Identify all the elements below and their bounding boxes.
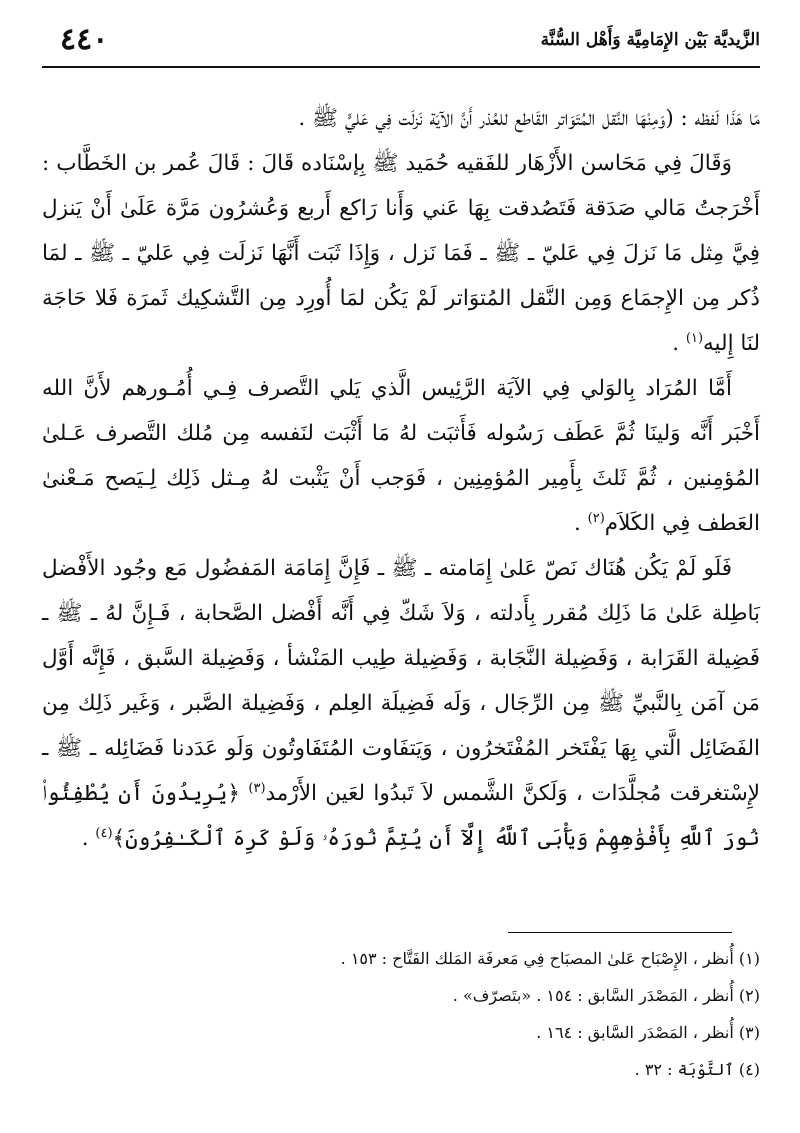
footnote-2: (٢) أُنظر ، المَصْدَر السَّابق : ١٥٤ . «بتَصرّف» .	[452, 986, 760, 1005]
footnote-separator	[508, 932, 732, 933]
page-number: ٤٤٠	[60, 22, 109, 57]
paragraph-4: فَلَو لَمْ يَكُن هُنَاك نَصّ عَلىٰ إِمَامته ـ ﷺ ـ فَإِنَّ إِمَامَة المَفضُول مَع وجُود الأَفْضل بَاطِلة عَلىٰ مَا ذَلِك مُقرر بِأَدلته ، وَلاَ شَكّ فِي أَنَّه أَفْضل الصَّحابة ، فَـإِنَّ لهُ ـ ﷺ ـ فَضِيلة القَرَابة ، وَفَضِيلة النَّجَابة ، وَفَضِيلة طِيب المَنْشأ ، وَفَضِيلة السَّبق ، فَإِنَّه أَوَّل مَن آمَن بِالنَّبيِّ ﷺ مِن الرِّجَال ، وَلَه فَضِيلَة العِلم ، وَفَضِيلة الصَّبر ، وَغَير ذَلِك مِن الفَضَائِل الَّتي بِهَا يَفْتَخر المُفْتَخرُون ، وَيَتفَاوت المُتَفَاوتُون وَلَو عَدَدنا فَضَائِله ـ ﷺ ـ لإِسْتغرقت مُجلَّدَات ، وَلَكنَّ الشَّمس لاَ تَبدُوا لعَين الأَرْمد$^{(٣)}$ ﴿يُرِيدُونَ أَن يُطْفِئُوا۟ نُورَ ٱللَّهِ بِأَفْوَٰهِهِمْ وَيَأْبَى ٱللَّهُ إِلَّآ أَن يُتِمَّ نُورَهُۥ وَلَوْ كَرِهَ ٱلْكَـٰفِرُونَ﴾$^{(٤)}$ .	[42, 556, 760, 851]
footnote-3: (٣) أُنظر ، المَصْدَر السَّابق : ١٦٤ .	[536, 1023, 760, 1042]
footnotes	[42, 940, 760, 1088]
footnote-ref-2[interactable]: (٢)	[587, 510, 605, 526]
page-header	[42, 22, 760, 66]
quran-verse: ﴿يُرِيدُونَ أَن يُطْفِئُوا۟ نُورَ ٱللَّهِ بِأَفْوَٰهِهِمْ وَيَأْبَى ٱللَّهُ إِلَّآ أَن يُتِمَّ نُورَهُۥ وَلَوْ كَرِهَ ٱلْكَـٰفِرُونَ﴾	[42, 781, 760, 851]
footnote-ref-1[interactable]: (١)	[685, 330, 704, 346]
header-rule	[42, 66, 760, 68]
footnote-1: (١) أُنظر ، الإِصْبَاح عَلىٰ المصبَاح فِي مَعرفَة المَلك الفَتَّاح : ١٥٣ .	[340, 949, 760, 968]
paragraph-2: وَقَالَ فِي مَحَاسن الأَزْهَار للفَقيه حُمَيد ﷺ بِإسْنَاده قَالَ : قَالَ عُمر بن الخَطَّاب : أَخْرَجتُ مَالي صَدَقة فَتَصُدقت بِهَا عَني وَأَنا رَاكع أَربع وَعُشرُون مَرَّة عَلَىٰ أَنْ يَنزل فِيَّ مِثل مَا نَزلَ فِي عَليّ ـ ﷺ ـ فَمَا نَزل ، وَإِذَا ثَبَت أَنَّهَا نَزلَت فِي عَليّ ـ ﷺ ـ لمَا ذُكر مِن الإِجمَاع وَمِن النَّقل المُتوَاتر لَمْ يَكُن لمَا أُورِد مِن التَّشكِيك ثَمرَة فَلا حَاجَة لنَا إِليه$^{(١)}$ .	[42, 151, 760, 356]
running-title: الزَّيديَّة بَيْن الإِمَامِيَّة وَأَهْل السُّنَّة	[540, 30, 760, 50]
footnote-ref-4[interactable]: (٤)	[95, 825, 113, 841]
paragraph-1: مَا هَذَا لَفظه : (وَمِنْهَا النَّقل المُتَوَاتر القَاطع للعُذر أَنَّ الآيَة نَزلَت فِي عَليٍّ ﷺ .	[298, 106, 760, 131]
footnote-4: (٤) ٱلتَّوْبَة : ٣٢ .	[634, 1060, 760, 1079]
footnote-ref-3[interactable]: (٣)	[248, 780, 266, 796]
paragraph-3: أَمَّا المُرَاد بِالوَلي فِي الآيَة الرَّئِيس الَّذي يَلي التَّصرف فِـي أُمُـورهم لأَنَّ الله أَخْبَر أَنَّه وَلينَا ثُمَّ عَطَف رَسُوله فَأَثبَت لهُ مَا أَثْبَت لنَفسه مِن مُلك التَّصرف عَـلىٰ المُؤمِنين ، ثُمَّ ثَلثَ بِأَمِير المُؤمِنِين ، فَوَجب أَنْ يَثْبت لهُ مِـثل ذَلِك لِـيَصح مَـعْنىٰ العَطف فِي الكَلاَم$^{(٢)}$ .	[42, 376, 760, 536]
body-text	[42, 96, 760, 861]
